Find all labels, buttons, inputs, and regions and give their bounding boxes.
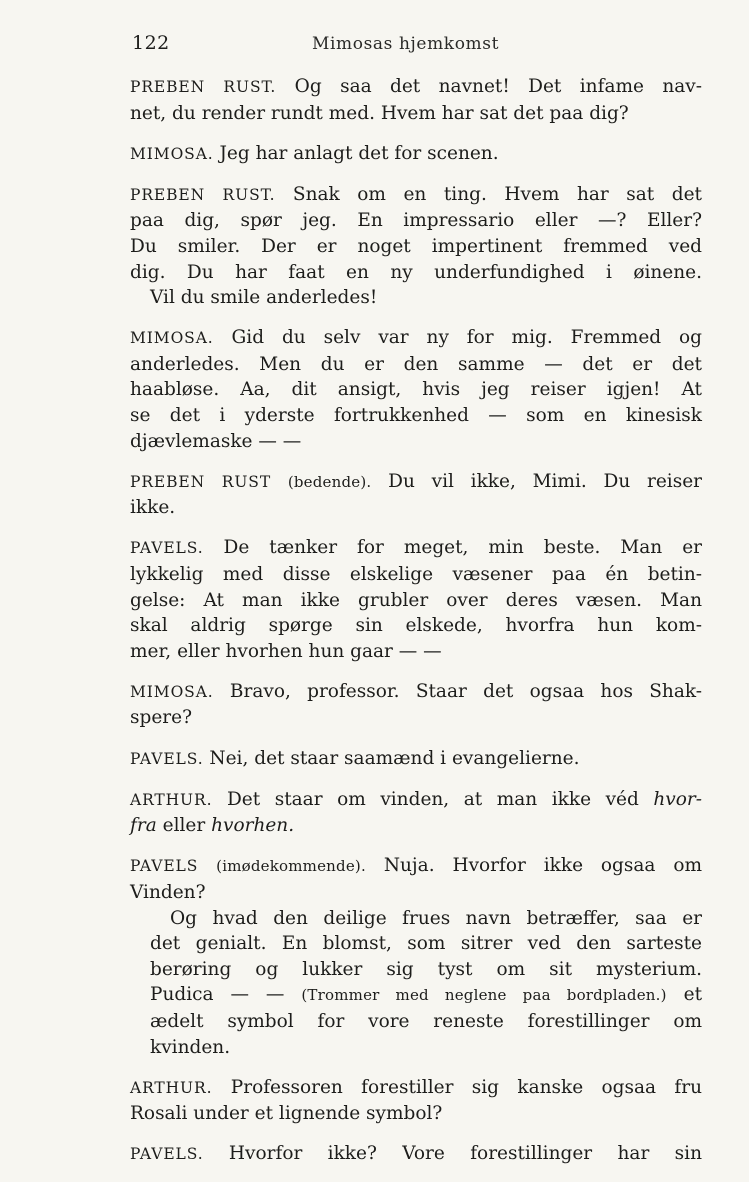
emphasized-word: hvor- bbox=[653, 788, 702, 810]
dialogue-line: Og saa det navnet! Det infame nav- bbox=[294, 76, 703, 97]
speech bbox=[130, 469, 702, 521]
dialogue-line: dig. Du har faat en ny underfundighed i øinene. bbox=[130, 261, 702, 283]
dialogue-line: net, du render rundt med. Hvem har sat det paa dig? bbox=[130, 102, 629, 124]
speaker-name: MIMOSA. bbox=[130, 144, 214, 163]
speaker-name: PREBEN RUST bbox=[130, 472, 272, 491]
speech bbox=[130, 679, 702, 731]
stage-direction: (imødekommende). bbox=[216, 857, 366, 876]
dialogue-line: skal aldrig spørge sin elskede, hvorfra hun kom- bbox=[130, 615, 702, 637]
emphasized-word: fra bbox=[130, 815, 157, 837]
dialogue-line: Gid du selv var ny for mig. Fremmed og bbox=[231, 327, 702, 349]
speaker-name: MIMOSA. bbox=[130, 329, 214, 348]
dialogue-line: Bravo, professor. Staar det ogsaa hos Shak- bbox=[229, 680, 702, 702]
dialogue-line: det genialt. En blomst, som sitrer ved den sarteste bbox=[150, 933, 702, 955]
dialogue-line: paa dig, spør jeg. En impressario eller —? Eller? bbox=[130, 210, 702, 232]
dialogue-word: et bbox=[683, 984, 703, 1006]
page-number: 122 bbox=[132, 32, 170, 54]
dialogue-line: Rosali under et lignende symbol? bbox=[130, 1103, 443, 1125]
dialogue-line: anderledes. Men du er den samme — det er det bbox=[130, 353, 702, 375]
dialogue-line: Du vil ikke, Mimi. Du reiser bbox=[388, 470, 702, 492]
page-header bbox=[132, 32, 612, 60]
speech bbox=[130, 746, 702, 773]
speech bbox=[130, 325, 702, 454]
speaker-name: MIMOSA. bbox=[130, 682, 214, 701]
speech bbox=[130, 853, 702, 905]
dialogue-line: se det i yderste fortrukkenhed — som en kinesisk bbox=[130, 405, 702, 427]
dialogue-line: Og hvad den deilige frues navn betræffer, saa er bbox=[170, 907, 702, 929]
dialogue-line: Professoren forestiller sig kanske ogsaa fru bbox=[230, 1076, 703, 1098]
dialogue-line: Vinden? bbox=[130, 881, 206, 903]
play-dialogue bbox=[130, 74, 702, 1182]
dialogue-line: djævlemaske — — bbox=[130, 430, 302, 452]
speech bbox=[130, 787, 702, 839]
speaker-name: ARTHUR. bbox=[130, 790, 213, 809]
stage-direction: (Trommer med neglene paa bordpladen.) bbox=[301, 986, 667, 1005]
stage-direction: (bedende). bbox=[287, 472, 372, 491]
dialogue-line: Du smiler. Der er noget impertinent fremmed ved bbox=[130, 235, 702, 257]
dialogue-line: Det staar om vinden, at man ikke véd bbox=[226, 788, 639, 810]
speech bbox=[130, 1075, 702, 1127]
dialogue-line: ikke. bbox=[130, 497, 176, 519]
speech bbox=[130, 535, 702, 664]
dialogue-word: Pudica — — bbox=[150, 984, 285, 1006]
dialogue-line: mer, eller hvorhen hun gaar — — bbox=[130, 640, 442, 662]
dialogue-line: kvinden. bbox=[150, 1036, 231, 1058]
speech bbox=[130, 1141, 702, 1168]
dialogue-line: De tænker for meget, min beste. Man er bbox=[223, 537, 702, 559]
dialogue-line: berøring og lukker sig tyst om sit mysterium. bbox=[150, 958, 702, 980]
speaker-name: ARTHUR. bbox=[130, 1078, 213, 1097]
speaker-name: PAVELS. bbox=[130, 1145, 204, 1164]
dialogue-line: gelse: At man ikke grubler over deres væsen. Man bbox=[130, 589, 702, 611]
speaker-name: PREBEN RUST. bbox=[130, 78, 277, 96]
emphasized-word: hvorhen. bbox=[211, 815, 295, 837]
speaker-name: PAVELS. bbox=[130, 749, 204, 768]
dialogue-line: Hvorfor ikke? Vore forestillinger har sin bbox=[228, 1143, 702, 1165]
speaker-name: PAVELS bbox=[130, 857, 199, 876]
dialogue-line: Snak om en ting. Hvem har sat det bbox=[292, 183, 702, 205]
speech bbox=[130, 182, 702, 311]
dialogue-word: eller bbox=[162, 815, 206, 837]
speaker-name: PAVELS. bbox=[130, 539, 204, 558]
dialogue-line: Vil du smile anderledes! bbox=[150, 287, 378, 309]
dialogue-line: Jeg har anlagt det for scenen. bbox=[219, 142, 499, 164]
dialogue-line: lykkelig med disse elskelige væsener paa én betin- bbox=[130, 564, 702, 585]
running-title: Mimosas hjemkomst bbox=[312, 34, 499, 54]
speech bbox=[130, 141, 702, 168]
dialogue-line: ædelt symbol for vore reneste forestillinger om bbox=[150, 1010, 702, 1032]
speech-continuation bbox=[130, 906, 702, 1061]
dialogue-line: spere? bbox=[130, 707, 192, 729]
dialogue-line: Nei, det staar saamænd i evangelierne. bbox=[209, 747, 580, 769]
dialogue-line: Nuja. Hvorfor ikke ogsaa om bbox=[383, 855, 702, 877]
dialogue-line: haabløse. Aa, dit ansigt, hvis jeg reiser igjen! At bbox=[130, 379, 702, 401]
speaker-name: PREBEN RUST. bbox=[130, 185, 276, 204]
speech bbox=[130, 74, 702, 126]
